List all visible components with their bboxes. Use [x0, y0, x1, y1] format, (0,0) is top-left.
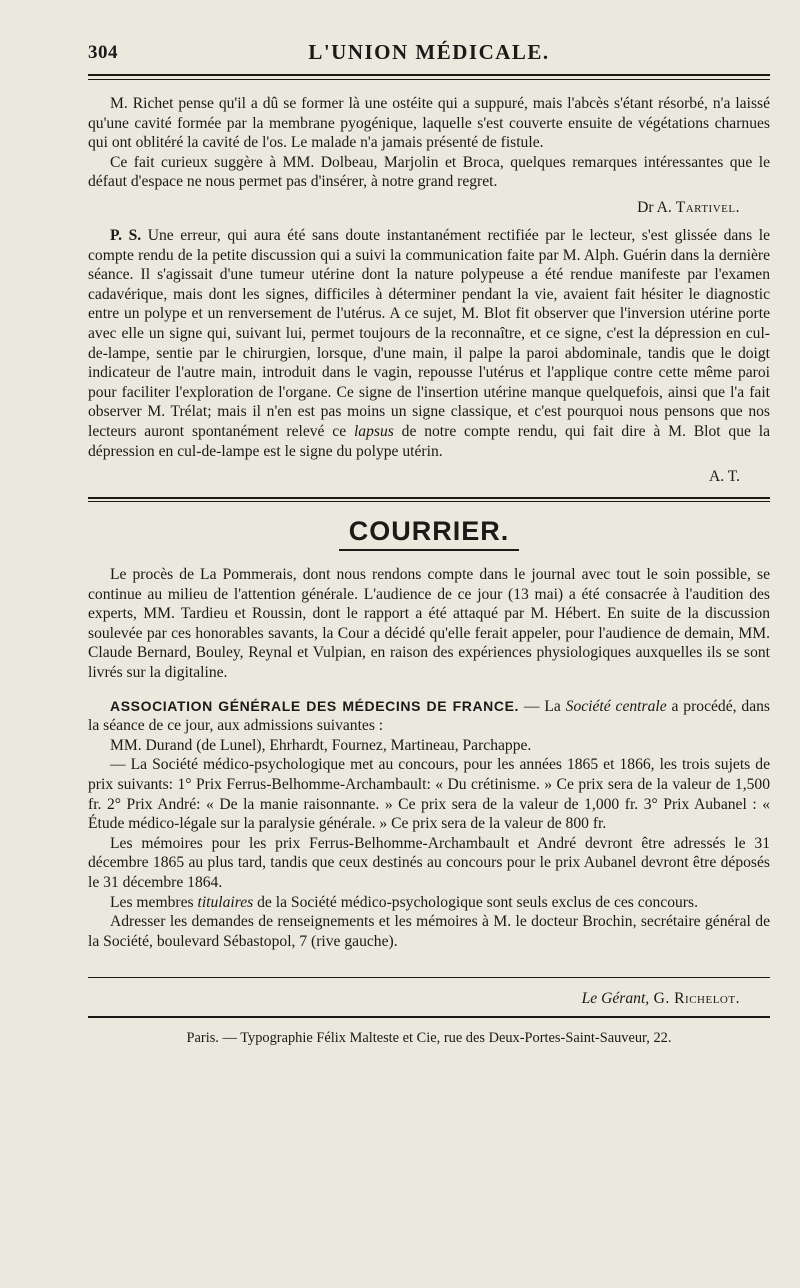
postscript-section	[88, 226, 770, 461]
courrier-paragraph-1: Le procès de La Pommerais, dont nous rendons compte dans le journal avec tout le soin possible, se continue au milieu de l'attention générale. L'audience de ce jour (13 mai) a été consacrée à l'audition des experts, MM. Tardieu et Roussin, dont le rapport a été attaqué par M. Hébert. En suite de la discussion soulevée par ces honorables savants, la Cour a décidé qu'elle ferait appeler, pour l'audience de demain, MM. Claude Bernard, Bouley, Reynal et Vulpian, en raison des expériences physiologiques auxquelles ils se sont livrés sur la digitaline.	[88, 566, 770, 682]
postscript-label: P. S.	[110, 226, 142, 244]
members-paragraph	[88, 893, 770, 913]
courrier-title: COURRIER.	[348, 516, 510, 547]
postscript-text-b: de notre compte rendu, qui fait dire à M. Blot que la dépression en cul-de-lampe est le signe du polype utérin.	[88, 422, 771, 460]
members-text-b: de la Société médico-psychologique sont seuls exclus de ces concours.	[253, 893, 698, 911]
courrier-section	[88, 565, 770, 951]
address-paragraph: Adresser les demandes de renseignements et les mémoires à M. le docteur Brochin, secrétaire général de la Société, boulevard Sébastopol, 7 (rive gauche).	[88, 913, 770, 950]
journal-title: L'UNION MÉDICALE.	[308, 40, 550, 64]
association-dash: — La	[519, 697, 566, 715]
signature-name: Tartivel.	[675, 198, 740, 216]
gerant-name: G. Richelot.	[649, 990, 740, 1008]
signature-prefix: Dr A.	[637, 198, 676, 216]
gerant-line	[88, 990, 740, 1008]
postscript-signature: A. T.	[708, 468, 740, 486]
observation-paragraph-1: M. Richet pense qu'il a dû se former là une ostéite qui a suppuré, mais l'abcès s'étant résorbé, n'a laissé qu'une cavité formée par la membrane pyogénique, laquelle s'est couverte ensuite de végétations charnues qui ont oblitéré la cavité de l'os. Le malade n'a jamais présenté de fistule.	[88, 95, 770, 152]
association-rest: a procédé, dans la séance de ce jour, aux admissions suivantes :	[88, 697, 770, 735]
observation-signature	[88, 198, 740, 218]
page-number: 304	[88, 42, 118, 63]
gerant-label: Le Gérant,	[581, 990, 650, 1008]
page-header	[88, 34, 770, 76]
memoirs-paragraph: Les mémoires pour les prix Ferrus-Belhomme-Archambault et André devront être adressés le 31 décembre 1865 au plus tard, tandis que ceux destinés au concours pour le prix Aubanel devront être déposés le 31 décembre 1864.	[88, 834, 770, 891]
association-italic: Société centrale	[565, 697, 667, 715]
printer-imprint: Paris. — Typographie Félix Malteste et Cie, rue des Deux-Portes-Saint-Sauveur, 22.	[186, 1030, 672, 1047]
association-heading: ASSOCIATION GÉNÉRALE DES MÉDECINS DE FRANCE.	[110, 697, 520, 714]
footer-rule-2	[88, 1016, 770, 1018]
observation-section	[88, 94, 770, 192]
postscript-text-a: Une erreur, qui aura été sans doute instantanément rectifiée par le lecteur, s'est glissée dans le compte rendu de la petite discussion qui a suivi la communication faite par M. Alph. Guérin dans la dernière séance. Il s'agissait d'une tumeur utérine dont la nature polypeuse a été rendue manifeste par l'examen cadavérique, mais dont les signes, difficiles à déterminer pendant la vie, avaient fait hésiter le diagnostic entre un polype et un renversement de l'utérus. A ce sujet, M. Blot fit observer que l'inversion utérine porte avec elle un signe qui, suivant lui, permet toujours de la reconnaître, et ce signe, c'est la dépression en cul-de-lampe, sentie par le chirurgien, lorsque, d'une main, il palpe la paroi abdominale, tandis que le doigt indicateur de l'autre main, introduit dans le vagin, repousse l'utérus et l'applique contre cette même paroi pour faciliter l'exploration de l'organe. Ce signe de l'insertion utérine manque quelquefois, ainsi que l'a fait observer M. Trélat; mais il n'en est pas moins un signe classique, et c'est pourquoi nous pensons que nos lecteurs auront spontanément relevé ce	[88, 226, 770, 440]
association-paragraph	[88, 697, 770, 736]
postscript-paragraph	[88, 226, 770, 461]
section-separator	[88, 497, 770, 502]
admissions-list: MM. Durand (de Lunel), Ehrhardt, Fournez, Martineau, Parchappe.	[110, 736, 532, 754]
observation-paragraph-2: Ce fait curieux suggère à MM. Dolbeau, Marjolin et Broca, quelques remarques intéressantes que le défaut d'espace ne nous permet pas d'insérer, à notre grand regret.	[88, 153, 770, 191]
postscript-italic-word: lapsus	[353, 422, 394, 440]
footer-rule	[88, 977, 770, 978]
title-underline	[339, 549, 519, 551]
members-text-a: Les membres	[110, 893, 198, 911]
header-rule	[88, 79, 770, 80]
members-italic: titulaires	[197, 893, 254, 911]
prizes-paragraph: — La Société médico-psychologique met au concours, pour les années 1865 et 1866, les trois sujets de prix suivants: 1° Prix Ferrus-Belhomme-Archambault: « Du crétinisme. » Ce prix sera de la valeur de 1,500 fr. 2° Prix André: « De la manie raisonnante. » Ce prix sera de la valeur de 1,000 fr. 3° Prix Aubanel : « Étude médico-légale sur la paralysie générale. » Ce prix sera de la valeur de 800 fr.	[88, 756, 770, 833]
